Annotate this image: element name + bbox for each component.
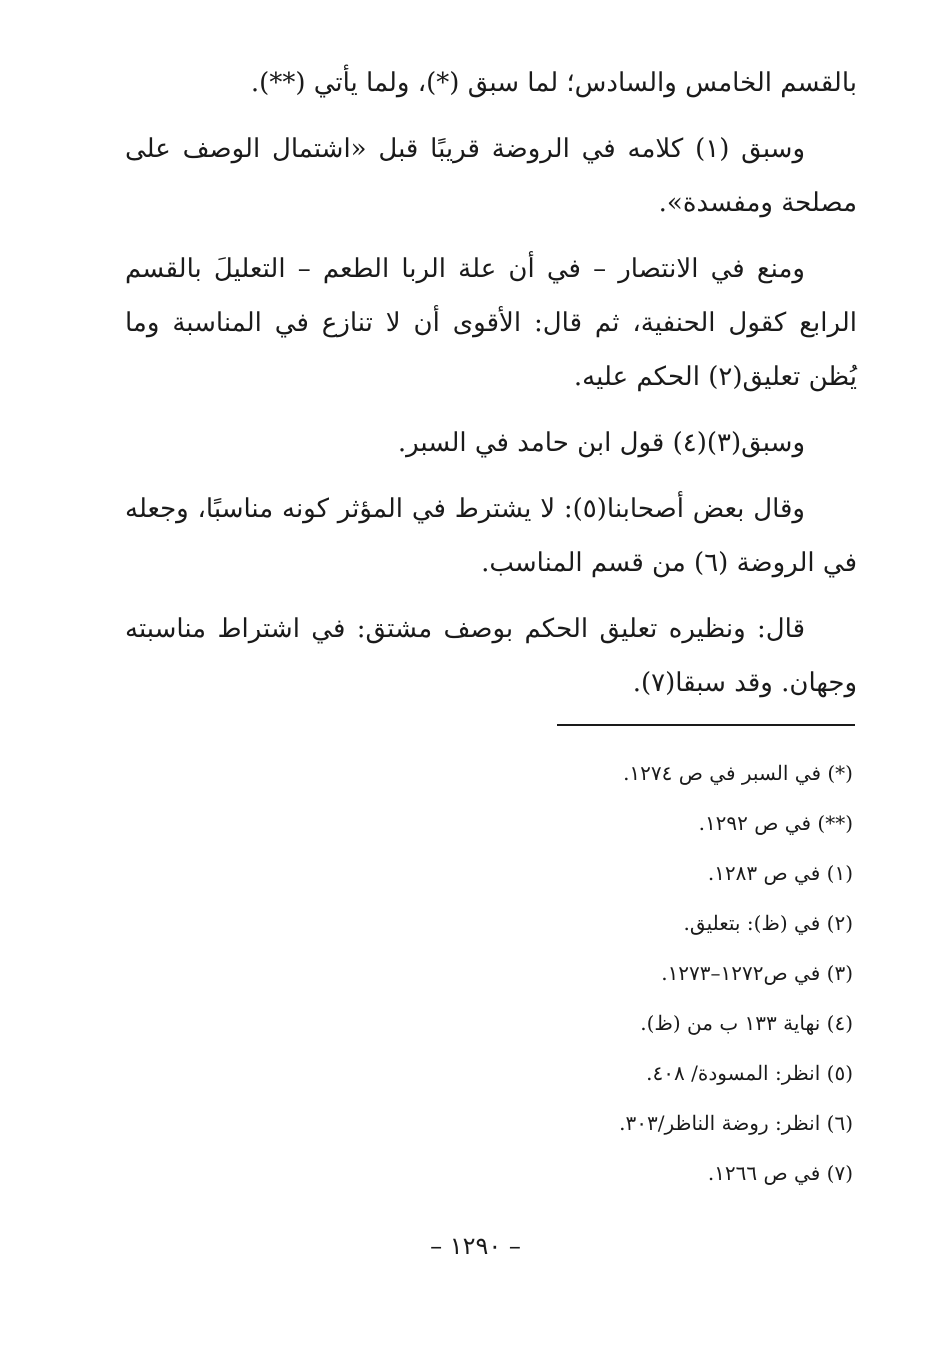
footnote-item: (**) في ص ١٢٩٢. bbox=[698, 811, 853, 835]
footnote-item: (٥) انظر: المسودة/ ٤٠٨. bbox=[646, 1061, 853, 1085]
paragraph-5: وقال بعض أصحابنا(٥): لا يشترط في المؤثر كونه مناسبًا، وجعله في الروضة (٦) من قسم المناسب. bbox=[125, 494, 857, 578]
main-text bbox=[125, 56, 857, 722]
footnote-item: (٢) في (ظ): بتعليق. bbox=[683, 911, 853, 935]
paragraph-2: وسبق (١) كلامه في الروضة قريبًا قبل «اشتمال الوصف على مصلحة ومفسدة». bbox=[125, 134, 857, 218]
footnotes-list bbox=[253, 748, 853, 1198]
footnote-item: (١) في ص ١٢٨٣. bbox=[707, 861, 853, 885]
footnote-item: (٦) انظر: روضة الناظر/٣٠٣. bbox=[619, 1111, 853, 1135]
footnote-item: (٤) نهاية ١٣٣ ب من (ظ). bbox=[640, 1011, 853, 1035]
footnote-item: (*) في السبر في ص ١٢٧٤. bbox=[623, 761, 853, 785]
paragraph-3: ومنع في الانتصار – في أن علة الربا الطعم – التعليلَ بالقسم الرابع كقول الحنفية، ثم قال: الأقوى أن لا تنازع في المناسبة وما يُظن تعليق(٢) الحكم عليه. bbox=[125, 254, 857, 392]
page-number: – ١٢٩٠ – bbox=[430, 1232, 521, 1260]
footnote-divider bbox=[557, 724, 855, 726]
paragraph-6: قال: ونظيره تعليق الحكم بوصف مشتق: في اشتراط مناسبته وجهان. وقد سبقا(٧). bbox=[125, 614, 857, 698]
footnote-item: (٧) في ص ١٢٦٦. bbox=[707, 1161, 853, 1185]
footnote-item: (٣) في ص١٢٧٢–١٢٧٣. bbox=[661, 961, 853, 985]
paragraph-1: بالقسم الخامس والسادس؛ لما سبق (*)، ولما يأتي (**). bbox=[250, 68, 857, 98]
paragraph-4: وسبق(٣)(٤) قول ابن حامد في السبر. bbox=[397, 428, 805, 458]
